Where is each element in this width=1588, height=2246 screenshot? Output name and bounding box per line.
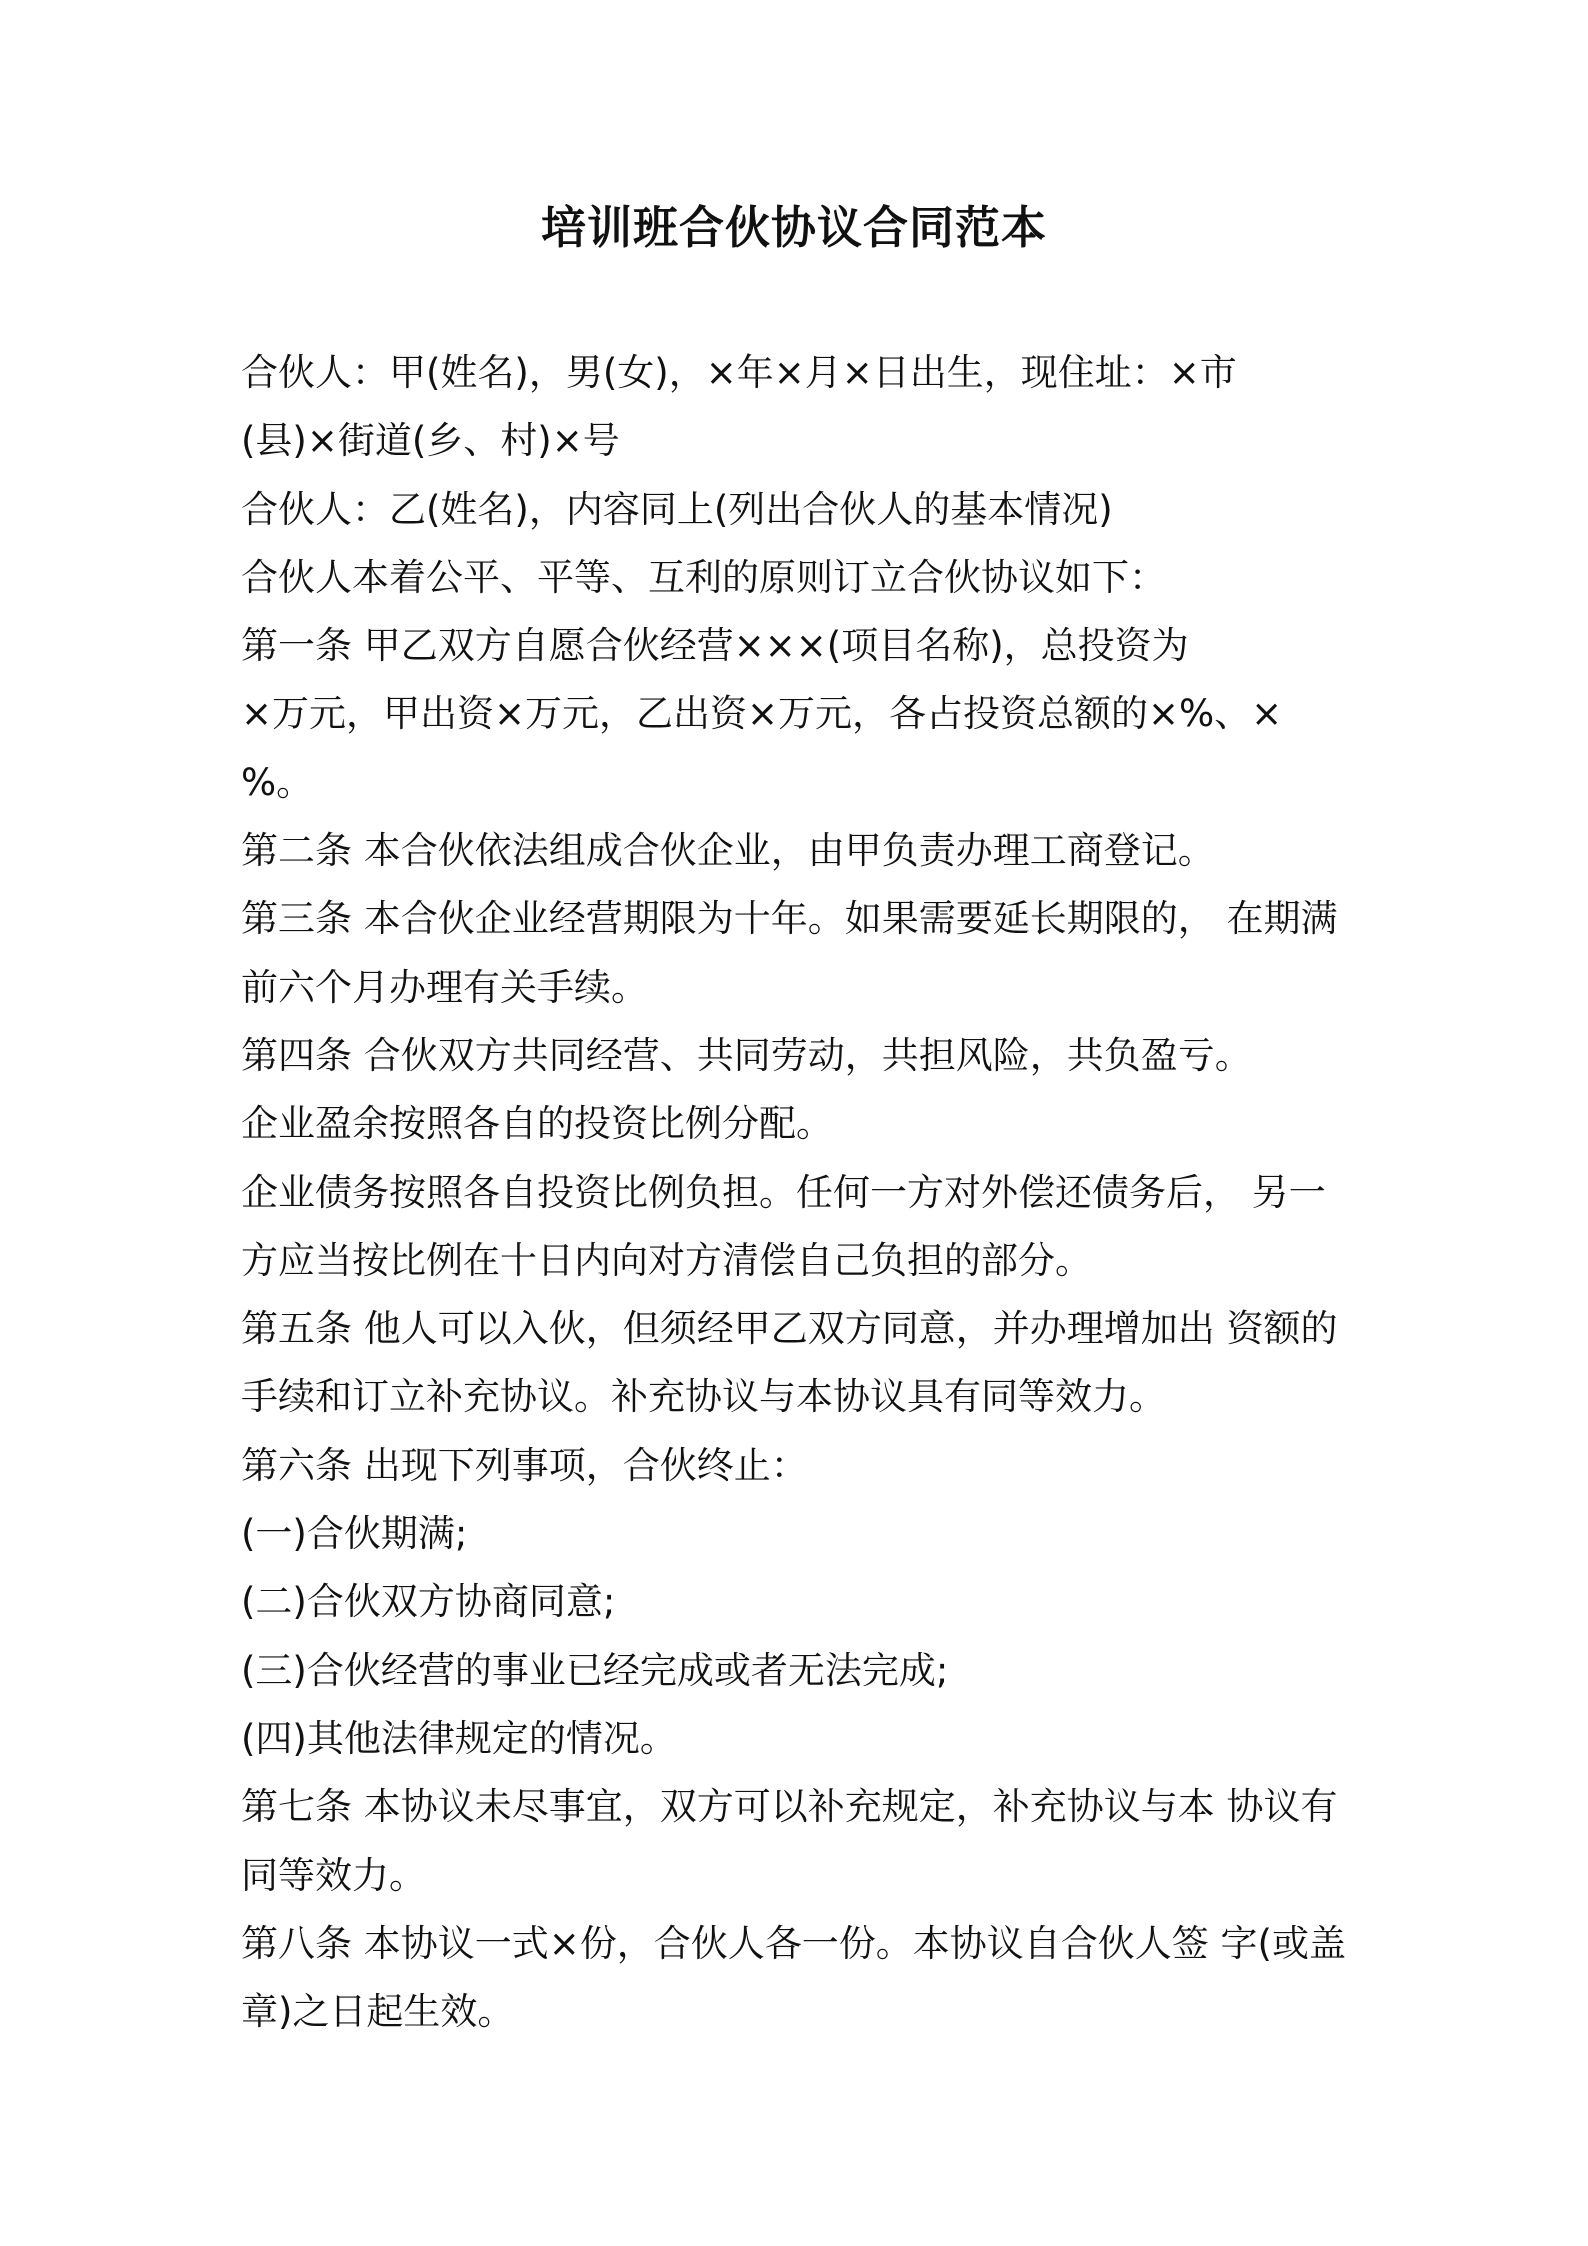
text-line: 企业盈余按照各自的投资比例分配。 xyxy=(241,1102,833,1146)
text-line: (县)×街道(乡、村)×号 xyxy=(241,419,620,463)
text-line: 章)之日起生效。 xyxy=(241,1990,515,2034)
text-line: 方应当按比例在十日内向对方清偿自己负担的部分。 xyxy=(241,1238,1092,1282)
text-line: 第三条 本合伙企业经营期限为十年。如果需要延长期限的， 在期满 xyxy=(241,897,1338,941)
text-line: 企业债务按照各自投资比例负担。任何一方对外偿还债务后， 另一 xyxy=(241,1170,1326,1214)
text-line: (四)其他法律规定的情况。 xyxy=(241,1716,677,1760)
text-line: 手续和订立补充协议。补充协议与本协议具有同等效力。 xyxy=(241,1375,1166,1419)
text-line: 第七条 本协议未尽事宜，双方可以补充规定，补充协议与本 协议有 xyxy=(241,1785,1338,1829)
text-line: 第五条 他人可以入伙，但须经甲乙双方同意，并办理增加出 资额的 xyxy=(241,1307,1338,1351)
text-line: 前六个月办理有关手续。 xyxy=(241,965,648,1009)
text-line: 第四条 合伙双方共同经营、共同劳动，共担风险，共负盈亏。 xyxy=(241,1033,1252,1077)
text-line: (一)合伙期满; xyxy=(241,1512,468,1556)
text-line: (二)合伙双方协商同意; xyxy=(241,1580,616,1624)
text-line: 合伙人：乙(姓名)，内容同上(列出合伙人的基本情况) xyxy=(241,487,1113,531)
text-line: 第二条 本合伙依法组成合伙企业，由甲负责办理工商登记。 xyxy=(241,829,1215,873)
text-line: 第六条 出现下列事项，合伙终止： xyxy=(241,1443,808,1487)
text-line: 合伙人本着公平、平等、互利的原则订立合伙协议如下： xyxy=(241,555,1166,599)
text-line: 第八条 本协议一式×份，合伙人各一份。本协议自合伙人签 字(或盖 xyxy=(241,1921,1346,1965)
document-body xyxy=(241,339,1371,2046)
text-line: %。 xyxy=(241,760,314,804)
text-line: ×万元，甲出资×万元，乙出资×万元，各占投资总额的×%、× xyxy=(241,692,1283,736)
text-line: 合伙人：甲(姓名)，男(女)，×年×月×日出生，现住址：×市 xyxy=(241,351,1237,394)
text-line: (三)合伙经营的事业已经完成或者无法完成; xyxy=(241,1648,949,1692)
text-line: 第一条 甲乙双方自愿合伙经营×××(项目名称)，总投资为 xyxy=(241,624,1189,668)
text-line: 同等效力。 xyxy=(241,1853,426,1897)
document-title: 培训班合伙协议合同范本 xyxy=(540,201,1047,254)
